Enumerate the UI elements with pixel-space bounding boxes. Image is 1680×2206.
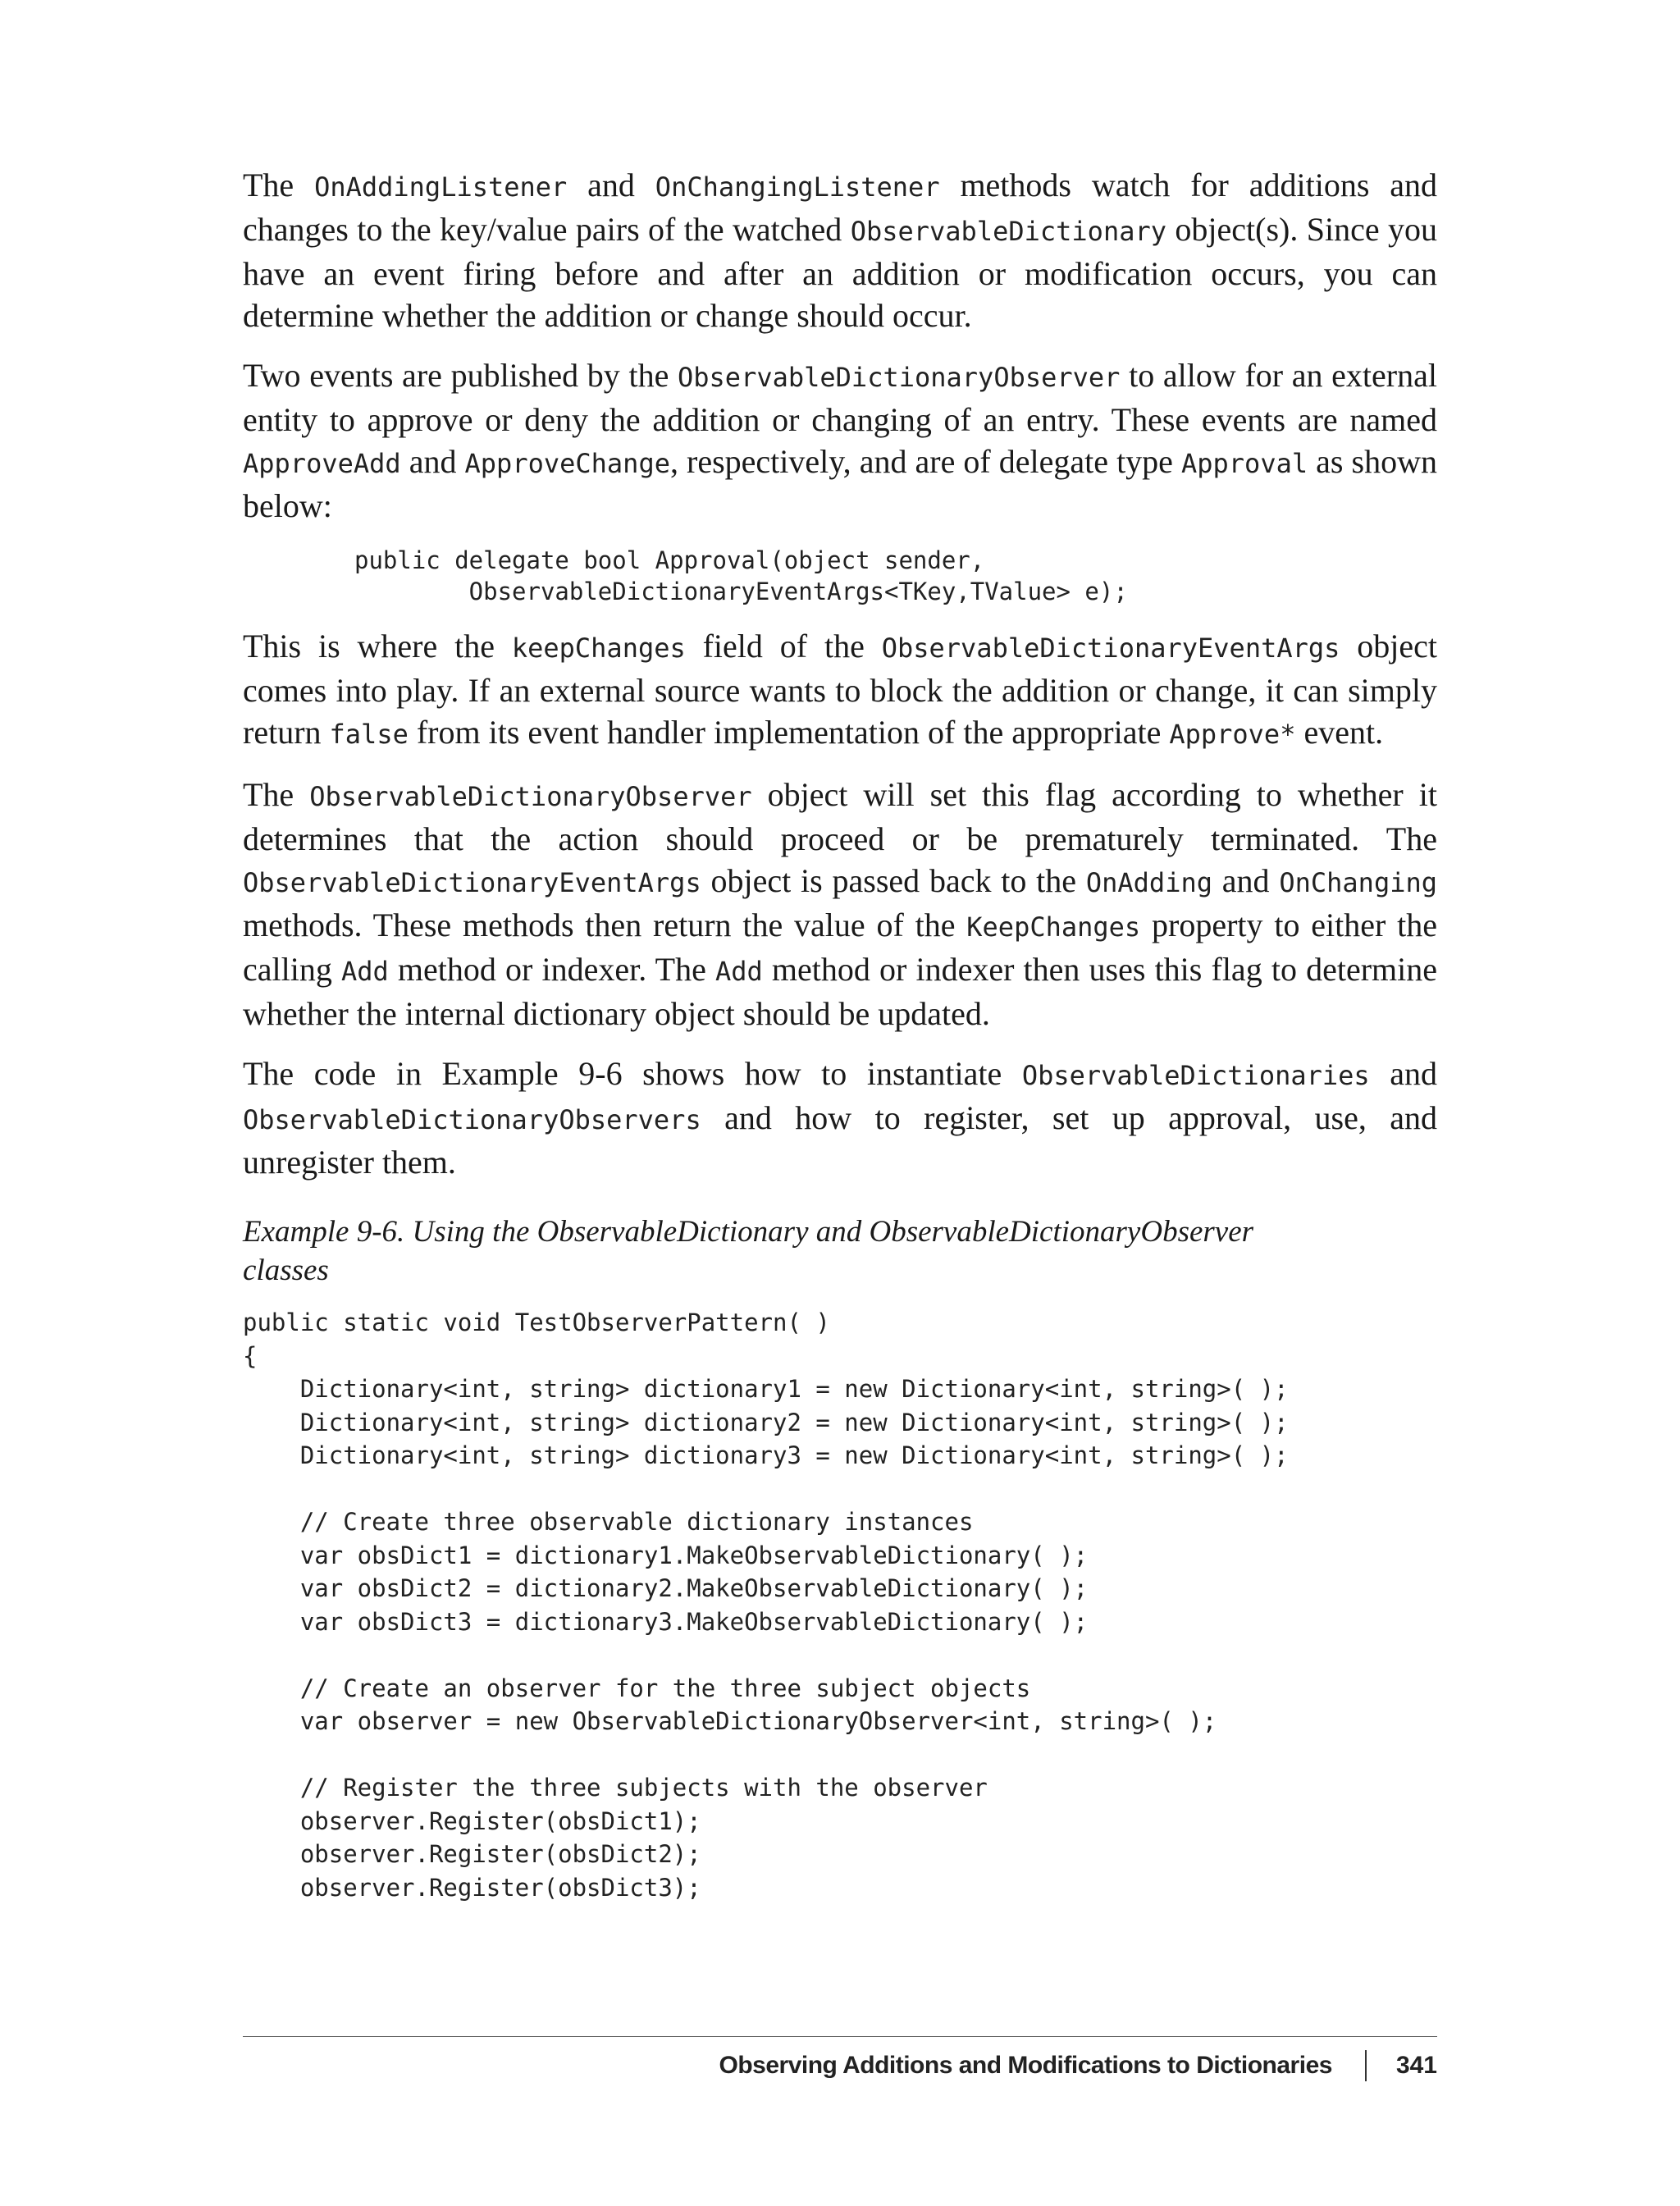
text-run: field of the <box>685 628 882 665</box>
paragraph-events-published <box>243 354 1437 527</box>
text-run: Two events are published by the <box>243 357 678 394</box>
inline-code: OnChanging <box>1279 867 1437 898</box>
text-run: The <box>243 776 310 813</box>
paragraph-keepchanges <box>243 625 1437 756</box>
text-run: and how to register, set up approval, use, and unregister them. <box>243 1099 1437 1181</box>
inline-code: Approve* <box>1169 719 1296 750</box>
footer-section-title: Observing Additions and Modifications to Dictionaries <box>719 2052 1332 2079</box>
inline-code: Add <box>340 956 389 987</box>
text-run: and <box>400 443 465 480</box>
inline-code: KeepChanges <box>966 911 1141 943</box>
delegate-code-block: public delegate bool Approval(object sender, ObservableDictionaryEventArgs<TKey,TValue> e); <box>354 546 1128 605</box>
text-run: as shown below: <box>243 443 1437 524</box>
inline-code: ObservableDictionaryEventArgs <box>243 867 701 898</box>
text-run: from its event handler implementation of the appropriate <box>408 714 1170 751</box>
text-run: event. <box>1295 714 1384 751</box>
text-run: method or indexer then uses this flag to determine whether the internal dictionary object should be updated. <box>243 951 1437 1032</box>
inline-code: keepChanges <box>511 633 686 664</box>
text-run: method or indexer. The <box>388 951 715 988</box>
page-content <box>243 164 1437 1904</box>
text-run: object comes into play. If an external source wants to block the addition or change, it can simply return <box>243 628 1438 751</box>
text-run: methods watch for additions and changes to the key/value pairs of the watched <box>243 167 1438 248</box>
example-code-block: public static void TestObserverPattern( ) { Dictionary<int, string> dictionary1 = new Dictionary<int, string>( ); Dictionary<int, string> dictionary2 = new Dictionary<int, string>( ); Dictionary<int, string> dictionary3 = new Dictionary<int, string>( ); // Create three observable dictionary instances var obsDict1 = dictionary1.MakeObservableDictionary( ); var obsDict2 = dictionary2.MakeObservableDictionary( ); var obsDict3 = dictionary3.MakeObservableDictionary( ); // Create an observer for the three subject objects var observer = new ObservableDictionaryObserver<int, string>( ); // Register the three subjects with the observer observer.Register(obsDict1); observer.Register(obsDict2); observer.Register(obsDict3); <box>243 1309 1289 1902</box>
paragraph-listener-methods <box>243 164 1437 336</box>
inline-code: OnChangingListener <box>655 171 940 203</box>
text-run: methods. These methods then return the value of the <box>243 907 967 943</box>
paragraph-observer-flag <box>243 774 1437 1034</box>
inline-code: Add <box>714 956 763 987</box>
example-caption: Example 9-6. Using the ObservableDictionary and ObservableDictionaryObserver classes <box>243 1215 1254 1287</box>
inline-code: ApproveAdd <box>243 448 401 479</box>
inline-code: false <box>329 719 409 750</box>
inline-code: Approval <box>1180 448 1308 479</box>
text-run: , respectively, and are of delegate type <box>669 443 1181 480</box>
text-run: The <box>243 167 315 203</box>
page-number: 341 <box>1395 2052 1437 2079</box>
text-run: property to either the calling <box>243 907 1437 988</box>
inline-code: ApproveChange <box>464 448 670 479</box>
inline-code: ObservableDictionaryObservers <box>243 1104 701 1135</box>
inline-code: ObservableDictionaryObserver <box>309 781 752 812</box>
text-run: The code in Example 9-6 shows how to instantiate <box>243 1055 1022 1092</box>
text-run: This is where the <box>243 628 512 665</box>
inline-code: ObservableDictionaryObserver <box>678 362 1121 393</box>
footer-separator <box>1365 2050 1367 2081</box>
text-run: object is passed back to the <box>701 862 1086 899</box>
text-run: object will set this flag according to whether it determines that the action should proceed or be prematurely terminated. The <box>243 776 1437 857</box>
text-run: to allow for an external entity to approve or deny the addition or changing of an entry. These events are named <box>243 357 1437 438</box>
text-run: and <box>1369 1055 1437 1092</box>
inline-code: OnAdding <box>1085 867 1212 898</box>
text-run: and <box>1212 862 1280 899</box>
footer-divider <box>243 2036 1437 2037</box>
page-footer <box>719 2049 1437 2082</box>
inline-code: OnAddingListener <box>314 171 568 203</box>
inline-code: ObservableDictionaryEventArgs <box>881 633 1340 664</box>
inline-code: ObservableDictionary <box>850 216 1166 247</box>
inline-code: ObservableDictionaries <box>1021 1060 1370 1091</box>
paragraph-example-intro <box>243 1053 1437 1183</box>
text-run: object(s). Since you have an event firing before and after an addition or modification occurs, you can determine whether the addition or change should occur. <box>243 211 1438 334</box>
text-run: and <box>567 167 655 203</box>
